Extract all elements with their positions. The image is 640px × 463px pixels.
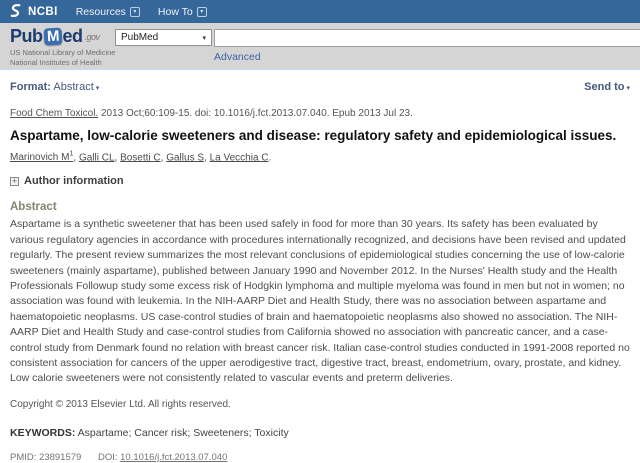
keywords-value: Aspartame; Cancer risk; Sweeteners; Toxicity [75,426,289,439]
how-to-label: How To [157,5,193,18]
abstract-heading: Abstract [10,201,57,214]
logo-ed: ed [62,26,83,46]
chevron-down-icon: ▾ [197,7,207,17]
resources-menu[interactable] [76,6,140,18]
advanced-search-link[interactable]: Advanced [214,51,261,63]
author-information-toggle[interactable] [10,175,630,187]
citation-details: 2013 Oct;60:109-15. doi: 10.1016/j.fct.2013.07.040. Epub 2013 Jul 23. [98,108,413,119]
journal-citation [10,108,630,119]
author-separator: , [204,152,210,164]
format-value[interactable]: Abstract [53,81,94,93]
author-list [10,151,630,163]
search-input[interactable] [214,29,640,47]
author-separator: , [160,152,167,164]
send-to-control[interactable] [584,81,630,93]
ncbi-home-link[interactable] [8,3,58,21]
format-caret-icon: ▾ [95,85,100,92]
search-header [0,23,640,70]
nlm-subtitle-line1: US National Library of Medicine [10,48,116,57]
affiliation-superscript: 1 [69,151,74,158]
pubmed-logo-text [10,26,115,47]
pmid-value: 23891579 [36,451,82,463]
keywords-label: KEYWORDS: [10,426,76,439]
author-separator: , [114,152,121,164]
nlm-subtitle-line2: National Institutes of Health [10,58,102,67]
send-to-caret-icon: ▾ [626,85,630,92]
logo-m-badge: M [43,28,62,46]
author-link[interactable]: Marinovich $M^1$ [10,151,74,164]
send-to-label: Send to [584,81,625,93]
ncbi-logo-icon [8,3,23,21]
article-content [0,81,640,463]
logo-gov: .gov [84,31,100,42]
chevron-down-icon: ▾ [130,7,140,17]
logo-pub: Pub [10,26,43,46]
how-to-menu[interactable] [158,6,207,18]
pmid-label: PMID: [10,451,37,463]
result-toolbar [10,81,630,93]
journal-link[interactable]: Food Chem Toxicol. [10,108,99,119]
pubmed-logo[interactable] [10,26,115,67]
expand-plus-icon[interactable]: + [11,175,18,186]
author-link[interactable]: La Vecchia C [209,152,269,164]
author-separator: , [73,152,79,164]
doi-label: DOI: [97,451,121,463]
database-select[interactable] [115,29,212,46]
keywords-line [10,427,630,439]
database-selected-value: PubMed [121,32,159,43]
article-title: Aspartame, low-calorie sweeteners and disease: regulatory safety and epidemiological issues. [10,128,617,143]
author-link[interactable]: Galli CL [78,152,115,164]
doi-part [98,452,227,463]
copyright-notice: Copyright © 2013 Elsevier Ltd. All rights reserved. [10,398,231,410]
format-label: Format: [10,81,51,93]
author-information-label: Author information [24,175,124,188]
author-link[interactable]: Bosetti C [120,152,161,164]
format-control[interactable] [10,81,99,93]
select-caret-icon: ▾ [202,34,206,42]
ncbi-logo-text: NCBI [28,5,58,18]
ncbi-top-bar [0,0,640,23]
resources-label: Resources [75,5,126,18]
identifier-row [10,452,630,463]
author-link[interactable]: Gallus S [166,152,205,164]
abstract-text: Aspartame is a synthetic sweetener that has been used safely in food for more than 30 years. Its safety has been evaluated by various regulatory agencies in accordance with procedures internationally recognized, and decisions have been revised and updated regularly. The present review summarizes the most relevant conclusions of epidemiological studies concerning the use of low-calorie sweeteners (mainly aspartame), published between January 1990 and November 2012. In the Nurses' Health study and the Health Professionals Followup study some excess risk of Hodgkin lymphoma and multiple myeloma was found in men but not in women; no association was found with leukemia. In the NIH-AARP Diet and Health Study, there was no association between aspartame and haematopoietic neoplasms. US case-control studies of brain and haematopoietic neoplasms also showed no association. The NIH-AARP Diet and Health Study and case-control studies from California showed no association with pancreatic cancer, and a case-control study from Denmark found no relation with breast cancer risk. Italian case-control studies conducted in 1991-2008 reported no consistent association for cancers of the upper aerodigestive tract, digestive tract, breast, endometrium, ovary, prostate, and kidney. Low calorie sweeteners were not consistently related to vascular events and preterm deliveries. [10,218,630,385]
author-separator: . [268,152,272,164]
doi-link[interactable]: 10.1016/j.fct.2013.07.040 [120,451,228,463]
